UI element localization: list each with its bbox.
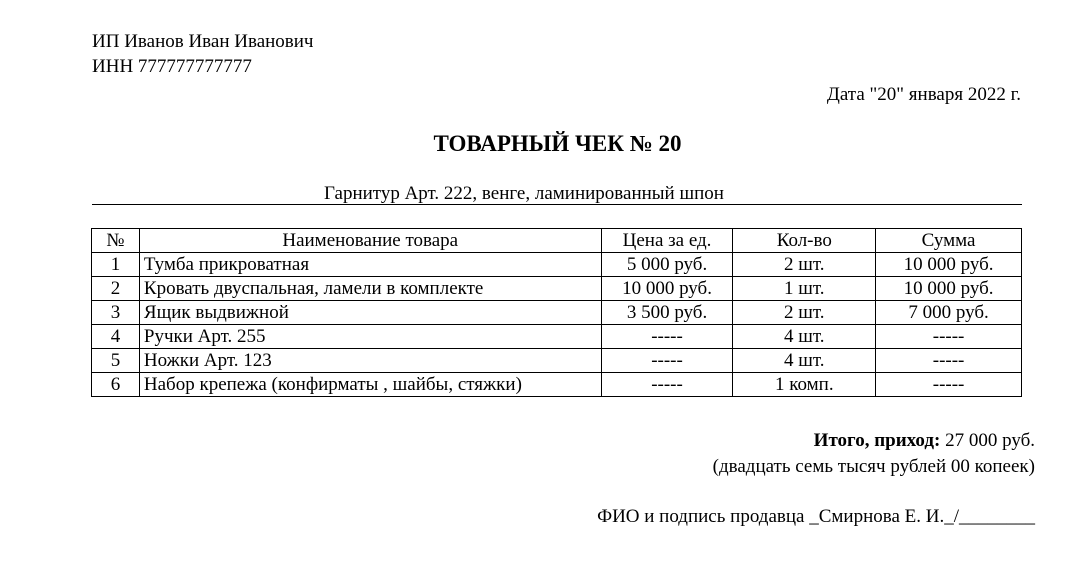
seller-name: ИП Иванов Иван Иванович	[92, 31, 314, 52]
row-sum: 10 000 руб.	[876, 253, 1022, 277]
row-number: 1	[92, 253, 140, 277]
table-row	[92, 349, 1022, 373]
row-number: 5	[92, 349, 140, 373]
header-price: Цена за ед.	[601, 229, 733, 253]
row-name: Ножки Арт. 123	[139, 349, 601, 373]
total-value: 27 000 руб.	[940, 430, 1035, 451]
table-row	[92, 373, 1022, 397]
items-table	[91, 228, 1022, 397]
row-sum: 10 000 руб.	[876, 277, 1022, 301]
row-name: Тумба прикроватная	[139, 253, 601, 277]
row-name: Кровать двуспальная, ламели в комплекте	[139, 277, 601, 301]
row-price: -----	[601, 349, 733, 373]
seller-signature: ФИО и подпись продавца _Смирнова Е. И._/________	[597, 506, 1035, 527]
row-quantity: 1 комп.	[733, 373, 876, 397]
header-quantity: Кол-во	[733, 229, 876, 253]
seller-inn: ИНН 777777777777	[92, 56, 252, 77]
receipt-subject: Гарнитур Арт. 222, венге, ламинированный шпон	[324, 183, 724, 204]
row-quantity: 1 шт.	[733, 277, 876, 301]
total-label: Итого, приход:	[813, 430, 941, 451]
receipt-title: ТОВАРНЫЙ ЧЕК № 20	[433, 131, 682, 156]
row-sum: -----	[876, 349, 1022, 373]
receipt-date: Дата "20" января 2022 г.	[826, 84, 1021, 105]
row-price: 5 000 руб.	[601, 253, 733, 277]
row-sum: -----	[876, 325, 1022, 349]
row-number: 6	[92, 373, 140, 397]
row-quantity: 2 шт.	[733, 301, 876, 325]
table-row	[92, 253, 1022, 277]
row-price: -----	[601, 325, 733, 349]
table-header-row	[92, 229, 1022, 253]
row-name: Ручки Арт. 255	[139, 325, 601, 349]
row-name: Набор крепежа (конфирматы , шайбы, стяжки)	[139, 373, 601, 397]
total-in-words: (двадцать семь тысяч рублей 00 копеек)	[712, 456, 1035, 477]
header-name: Наименование товара	[139, 229, 601, 253]
row-number: 4	[92, 325, 140, 349]
row-quantity: 4 шт.	[733, 349, 876, 373]
total-line	[814, 430, 1035, 452]
row-number: 3	[92, 301, 140, 325]
row-quantity: 4 шт.	[733, 325, 876, 349]
row-price: -----	[601, 373, 733, 397]
table-row	[92, 325, 1022, 349]
row-name: Ящик выдвижной	[139, 301, 601, 325]
row-price: 3 500 руб.	[601, 301, 733, 325]
header-sum: Сумма	[876, 229, 1022, 253]
row-sum: 7 000 руб.	[876, 301, 1022, 325]
row-sum: -----	[876, 373, 1022, 397]
header-number: №	[92, 229, 140, 253]
table-row	[92, 301, 1022, 325]
row-quantity: 2 шт.	[733, 253, 876, 277]
row-number: 2	[92, 277, 140, 301]
row-price: 10 000 руб.	[601, 277, 733, 301]
table-row	[92, 277, 1022, 301]
